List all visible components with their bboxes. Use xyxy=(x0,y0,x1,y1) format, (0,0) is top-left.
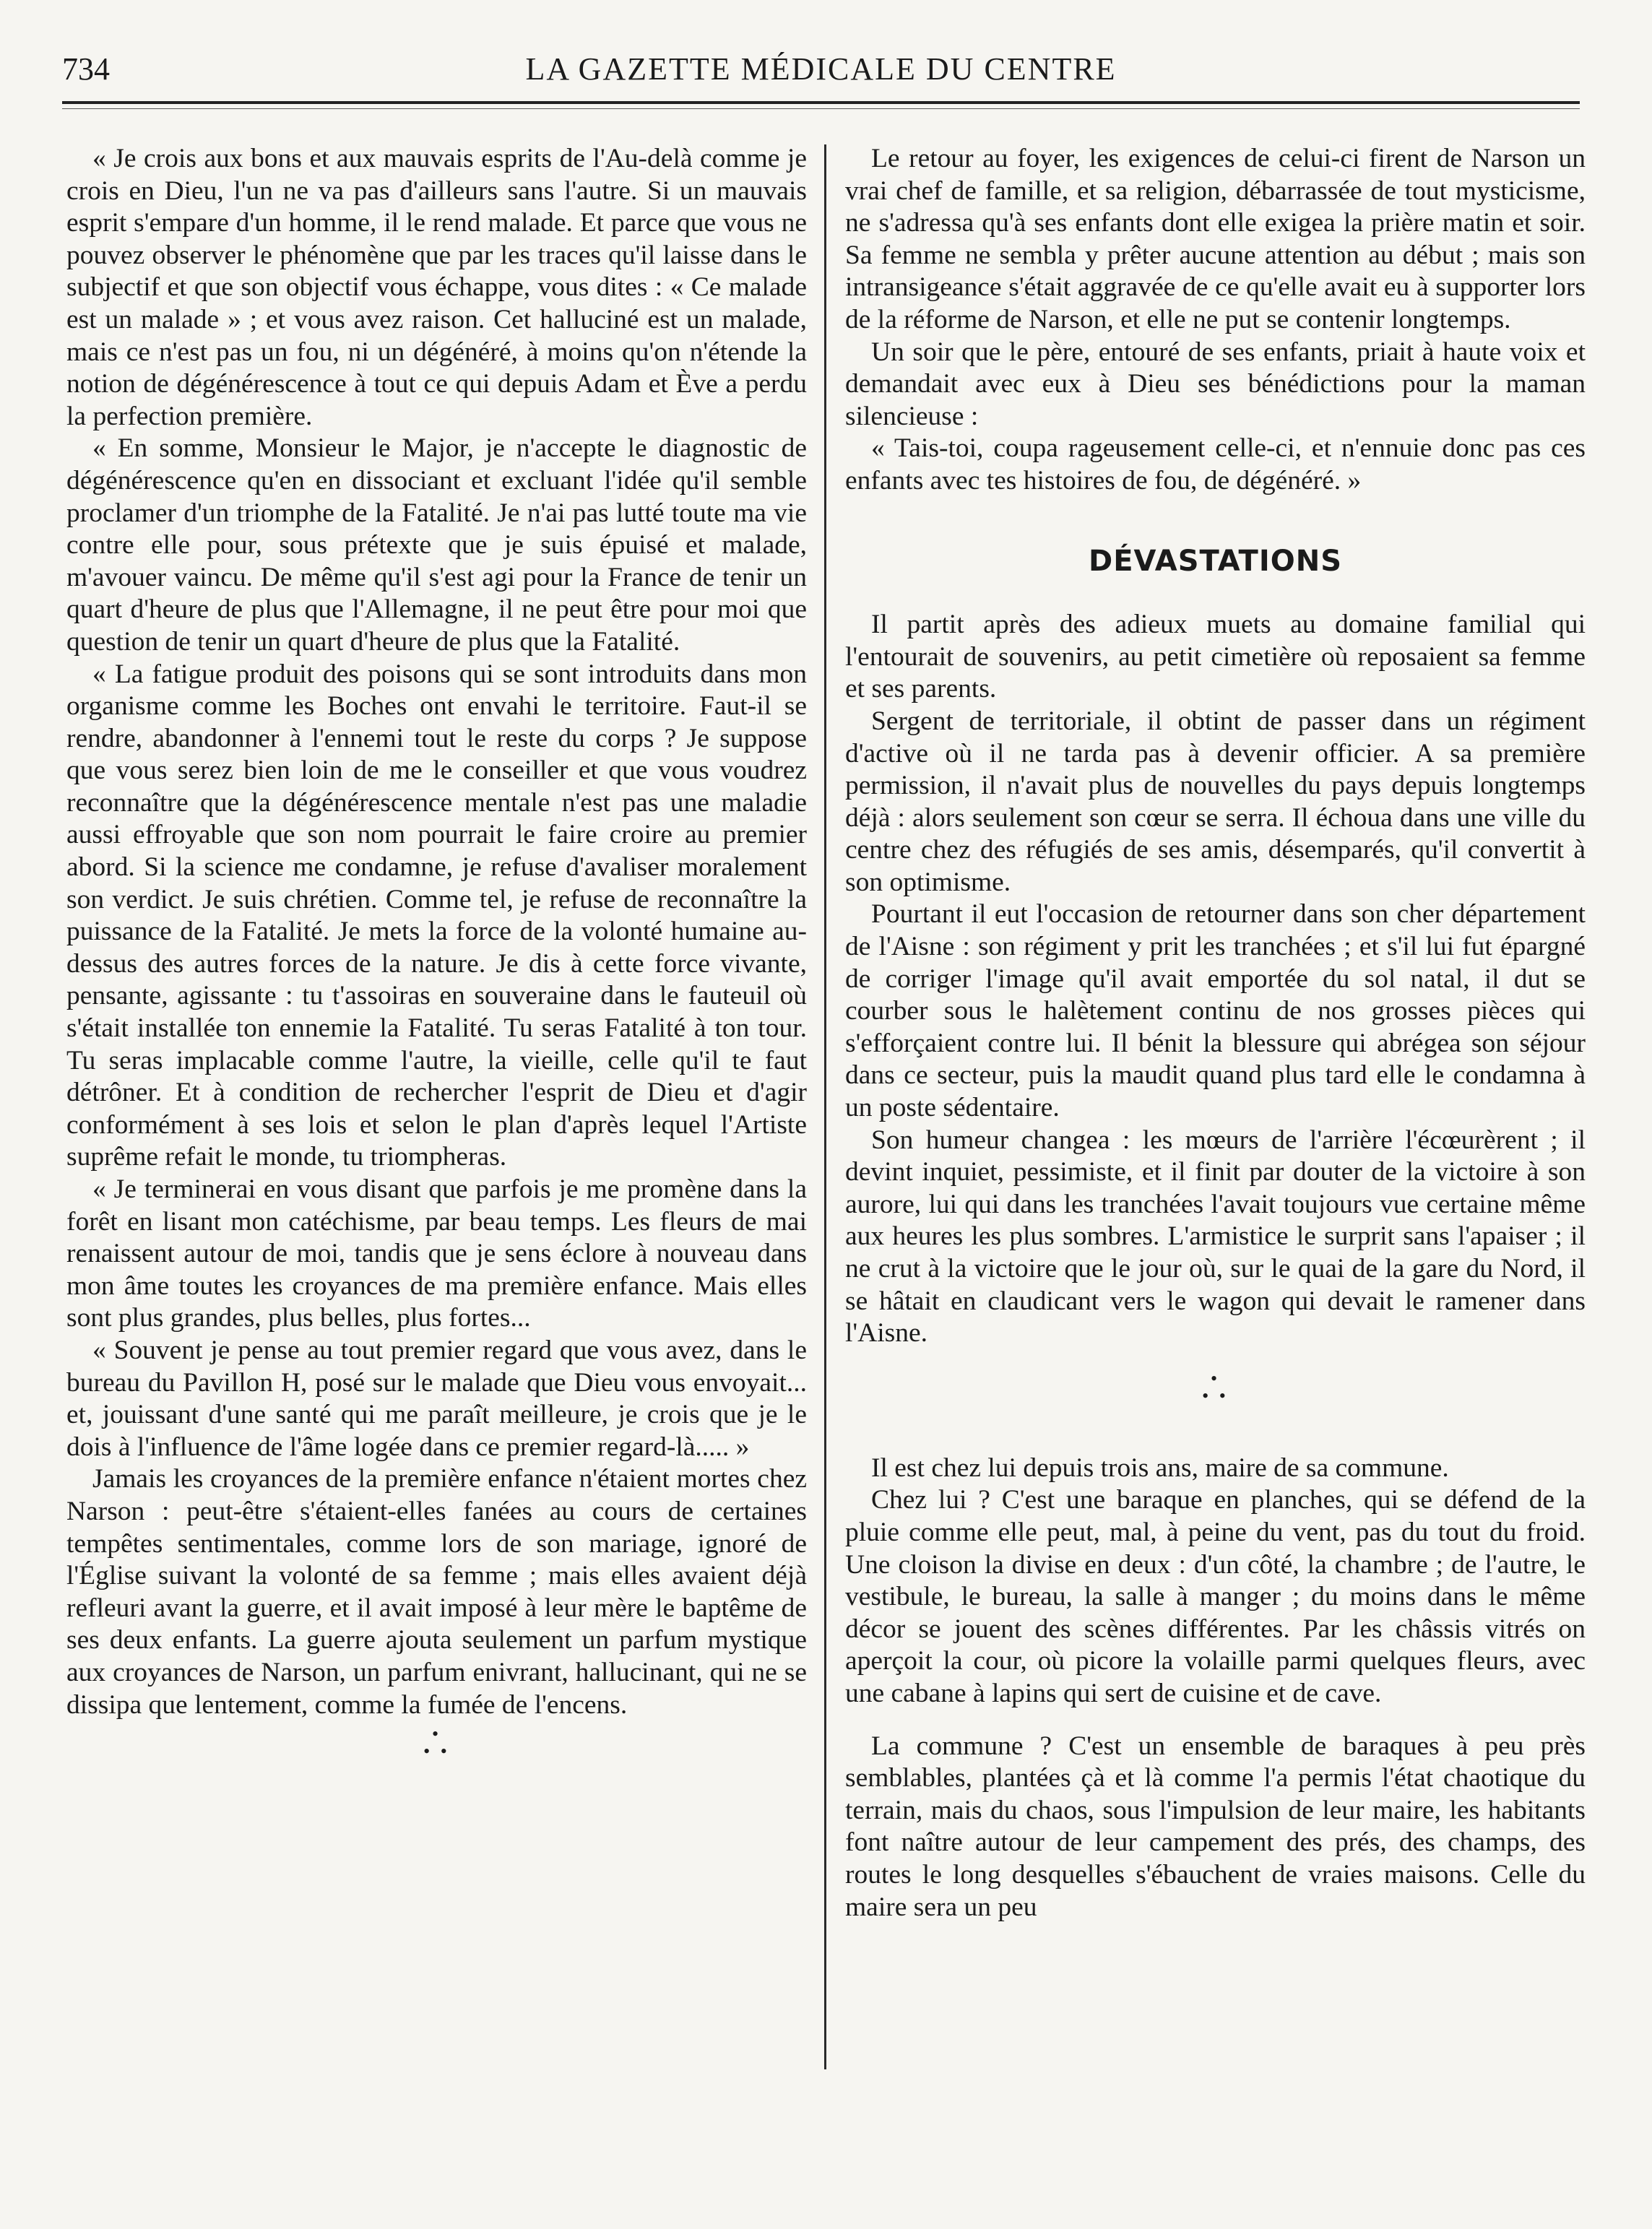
paragraph: « En somme, Monsieur le Major, je n'accepte le diagnostic de dégénérescence qu'en en dissociant et excluant l'idée qu'il semble proclamer d'un triomphe de la Fatalité. Je n'ai pas lutté toute ma vie contre elle pour, sous prétexte que je suis épuisé et malade, m'avouer vaincu. De même qu'il s'est agi pour la France de tenir un quart d'heure de plus que l'Allemagne, il ne peut être pour moi que question de tenir un quart d'heure de plus que la Fatalité. xyxy=(66,433,807,657)
right-column xyxy=(845,143,1586,1923)
paragraph: Pourtant il eut l'occasion de retourner dans son cher département de l'Aisne : son régiment y prit les tranchées ; et s'il lui fut épargné de corriger l'image qu'il avait emportée du sol natal, il dut se courber sous le halètement continu de nos grosses pièces qui s'efforçaient contre lui. Il bénit la blessure qui abrégea son séjour dans ce secteur, puis la maudit quand plus tard elle le condamna à un poste sédentaire. xyxy=(845,899,1586,1123)
paragraph: Son humeur changea : les mœurs de l'arrière l'écœurèrent ; il devint inquiet, pessimiste, et il finit par douter de la victoire à son aurore, lui qui dans les tranchées l'avait toujours vue certaine même aux heures les plus sombres. L'armistice le surprit sans l'apaiser ; il ne crut à la victoire que le jour où, sur le quai de la gare du Nord, il se hâtait en claudicant vers le wagon qui devait le ramener dans l'Aisne. xyxy=(845,1125,1586,1349)
paragraph: « Tais-toi, coupa rageusement celle-ci, et n'ennuie donc pas ces enfants avec tes histoires de fou, de dégénéré. » xyxy=(845,433,1586,495)
journal-title: LA GAZETTE MÉDICALE DU CENTRE xyxy=(525,51,1117,87)
paragraph: Jamais les croyances de la première enfance n'étaient mortes chez Narson : peut-être s'étaient-elles fanées au cours de certaines tempêtes sentimentales, comme lors de son mariage, ignoré de l'Église suivant la volonté de sa femme ; mais elles avaient déjà refleuri avant la guerre, et il avait imposé à leur mère le baptême de ses deux enfants. La guerre ajouta seulement un parfum mystique aux croyances de Narson, un parfum enivrant, hallucinant, qui ne se dissipa que lentement, comme la fumée de l'encens. xyxy=(66,1464,807,1720)
column-divider xyxy=(824,144,826,2069)
paragraph: Un soir que le père, entouré de ses enfants, priait à haute voix et demandait avec eux à Dieu ses bénédictions pour la maman silencieuse : xyxy=(845,337,1586,431)
paragraph: « Je crois aux bons et aux mauvais esprits de l'Au-delà comme je crois en Dieu, l'un ne va pas d'ailleurs sans l'autre. Si un mauvais esprit s'empare d'un homme, il le rend malade. Et parce que vous ne pouvez observer le phénomène que par les traces qu'il laisse dans le subjectif et que son objectif vous échappe, vous dites : « Ce malade est un malade » ; et vous avez raison. Cet halluciné est un malade, mais ce n'est pas un fou, ni un dégénéré, à moins qu'on n'étende la notion de dégénérescence à tout ce qui depuis Adam et Ève a perdu la perfection première. xyxy=(66,144,807,431)
paragraph: Sergent de territoriale, il obtint de passer dans un régiment d'active où il ne tarda pas à devenir officier. A sa première permission, il n'avait plus de nouvelles du pays depuis longtemps déjà : alors seulement son cœur se serra. Il échoua dans une ville du centre chez des réfugiés de ses amis, désemparés, qu'il convertit à son optimisme. xyxy=(845,706,1586,897)
page-number: 734 xyxy=(62,51,110,87)
paragraph: Chez lui ? C'est une baraque en planches, qui se défend de la pluie comme elle peut, mal, à peine du vent, pas du tout du froid. Une cloison la divise en deux : d'un côté, la chambre ; de l'autre, le vestibule, le bureau, la salle à manger ; du moins dans le même décor se jouent des scènes différentes. Par les châssis vitrés on aperçoit la cour, où picore la volaille parmi quelques fleurs, avec une cabane à lapins qui sert de cuisine et de cave. xyxy=(845,1485,1586,1708)
asterism-ornament: • • • xyxy=(1202,1367,1229,1406)
section-heading: DÉVASTATIONS xyxy=(1088,544,1343,578)
paragraph: « Je terminerai en vous disant que parfois je me promène dans la forêt en lisant mon catéchisme, par beau temps. Les fleurs de mai renaissent autour de moi, tandis que je sens éclore à nouveau dans mon âme toutes les croyances de ma première enfance. Mais elles sont plus grandes, plus belles, plus fortes... xyxy=(66,1174,807,1333)
paragraph: « La fatigue produit des poisons qui se sont introduits dans mon organisme comme les Boches ont envahi le territoire. Faut-il se rendre, abandonner à l'ennemi tout le reste du corps ? Je suppose que vous serez bien loin de me le conseiller et que vous voudrez reconnaître que la dégénérescence mentale n'est pas une maladie aussi effroyable que son nom pourrait le faire croire au premier abord. Si la science me condamne, je refuse d'avaliser moralement son verdict. Je suis chrétien. Comme tel, je refuse de reconnaître la puissance de la Fatalité. Je mets la force de la volonté humaine au-dessus des autres forces de la nature. Je dis à cette force vivante, pensante, agissante : tu t'assoiras en souveraine dans le fauteuil où s'était installée ton ennemie la Fatalité. Tu seras Fatalité à ton tour. Tu seras implacable comme l'autre, la vieille, celle qu'il te faut détrôner. Et à condition de rechercher l'esprit de Dieu et d'agir conformément à ses lois et selon le plan d'après lequel l'Artiste suprême refait le monde, tu triompheras. xyxy=(66,659,807,1172)
asterism-ornament: • • • xyxy=(423,1723,450,1762)
paragraph: La commune ? C'est un ensemble de baraques à peu près semblables, plantées çà et là comme l'a permis l'état chaotique du terrain, mais du chaos, sous l'impulsion de leur maire, les habitants font naître autour de leur campement des prés, des champs, des routes le long desquelles s'ébauchent de vraies maisons. Celle du maire sera un peu xyxy=(845,1731,1586,1922)
header-rule xyxy=(62,101,1580,104)
header-rule-thin xyxy=(62,108,1580,109)
paragraph: Le retour au foyer, les exigences de celui-ci firent de Narson un vrai chef de famille, et sa religion, débarrassée de tout mysticisme, ne s'adressa qu'à ses enfants dont elle exigea la prière matin et soir. Sa femme ne sembla y prêter aucune attention au début ; mais son intransigeance s'était aggravée de ce qu'elle avait eu à supporter lors de la réforme de Narson, et elle ne put se contenir longtemps. xyxy=(845,144,1586,334)
left-column xyxy=(66,143,807,1760)
paragraph: Il est chez lui depuis trois ans, maire de sa commune. xyxy=(871,1453,1449,1483)
paragraph: « Souvent je pense au tout premier regard que vous avez, dans le bureau du Pavillon H, posé sur le malade que Dieu vous envoyait... et, jouissant d'une santé qui me paraît meilleure, je crois que je le dois à l'influence de l'âme logée dans ce premier regard-là..... » xyxy=(66,1335,807,1462)
page-header xyxy=(62,46,1580,90)
paragraph: Il partit après des adieux muets au domaine familial qui l'entourait de souvenirs, au petit cimetière où reposaient sa femme et ses parents. xyxy=(845,610,1586,704)
